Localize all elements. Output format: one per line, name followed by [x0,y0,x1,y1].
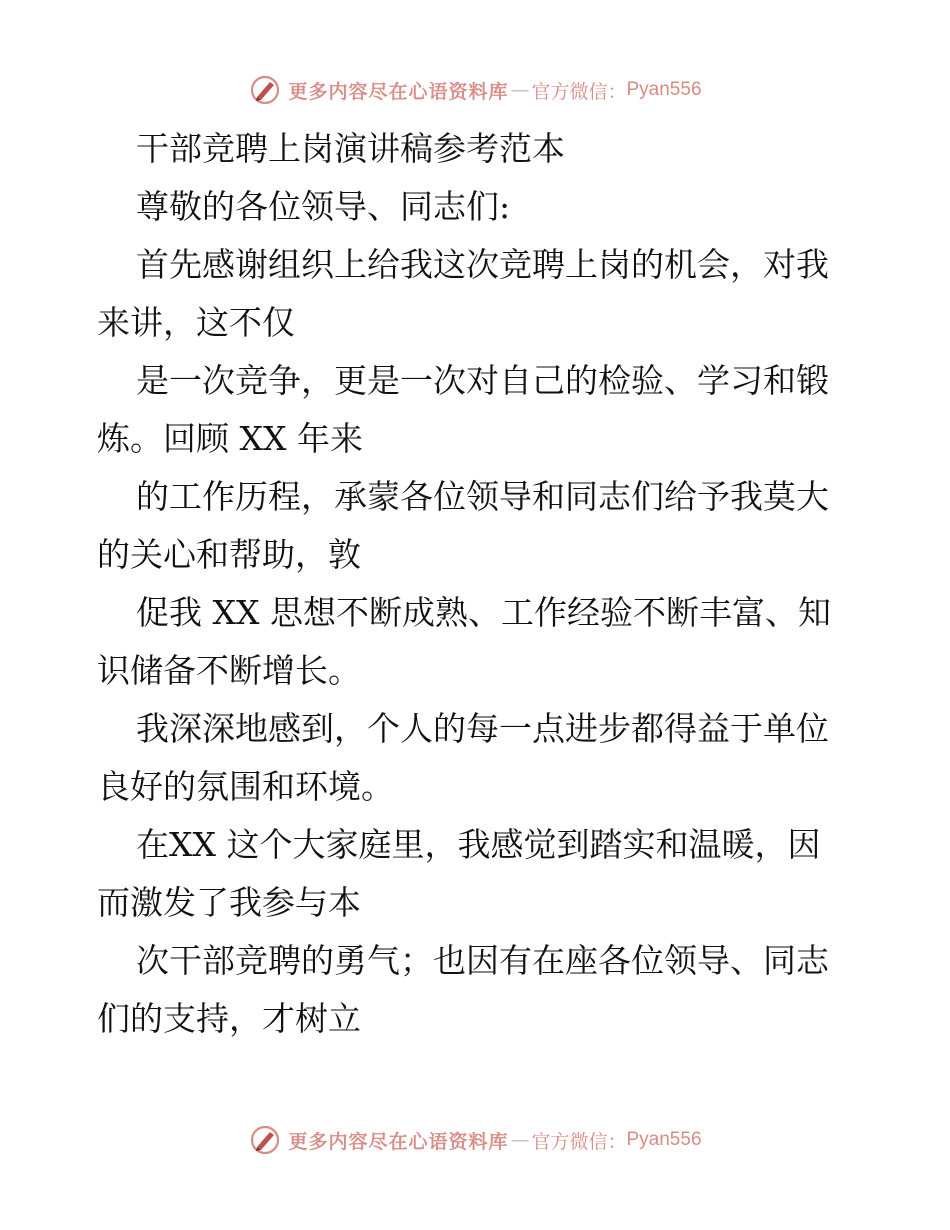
footer-watermark [0,1120,950,1160]
paragraph-line: 促我 XX 思想不断成熟、工作经验不断丰富、知 [136,593,831,632]
pen-circle-logo-icon [248,73,282,107]
paragraph-line: 炼。回顾 XX 年来 [97,419,363,458]
paragraph-line: 我深深地感到，个人的每一点进步都得益于单位 [136,709,829,748]
watermark-wechat-label: 官方微信： [531,80,627,103]
watermark-dash: — [510,1129,530,1151]
paragraph-line: 们的支持，才树立 [97,999,361,1038]
paragraph-line: 是一次竞争，更是一次对自己的检验、学习和锻 [136,361,829,400]
paragraph-line: 而激发了我参与本 [97,883,361,922]
pen-circle-logo-icon [248,1123,282,1157]
watermark-brand: 更多内容尽在心语资料库 [288,1130,509,1153]
paragraph-line: 的工作历程，承蒙各位领导和同志们给予我莫大 [136,477,829,516]
paragraph-line: 良好的氛围和环境。 [97,767,394,806]
paragraph-line: 的关心和帮助，敦 [97,535,361,574]
watermark-dash: — [510,79,530,101]
paragraph-line: 识储备不断增长。 [97,651,361,690]
watermark-wechat-id: Pyan556 [626,79,702,100]
watermark-wechat-id: Pyan556 [626,1129,702,1150]
document-title: 干部竞聘上岗演讲稿参考范本 [136,129,565,168]
paragraph-line: 次干部竞聘的勇气；也因有在座各位领导、同志 [136,941,829,980]
paragraph-line: 在XX 这个大家庭里，我感觉到踏实和温暖，因 [136,825,821,864]
watermark-wechat-label: 官方微信： [531,1130,627,1153]
watermark-brand: 更多内容尽在心语资料库 [288,80,509,103]
salutation: 尊敬的各位领导、同志们: [136,187,511,226]
document-body [97,120,857,1048]
paragraph-line: 来讲，这不仅 [97,303,295,342]
header-watermark [0,70,950,110]
paragraph-line: 首先感谢组织上给我这次竞聘上岗的机会，对我 [136,245,829,284]
